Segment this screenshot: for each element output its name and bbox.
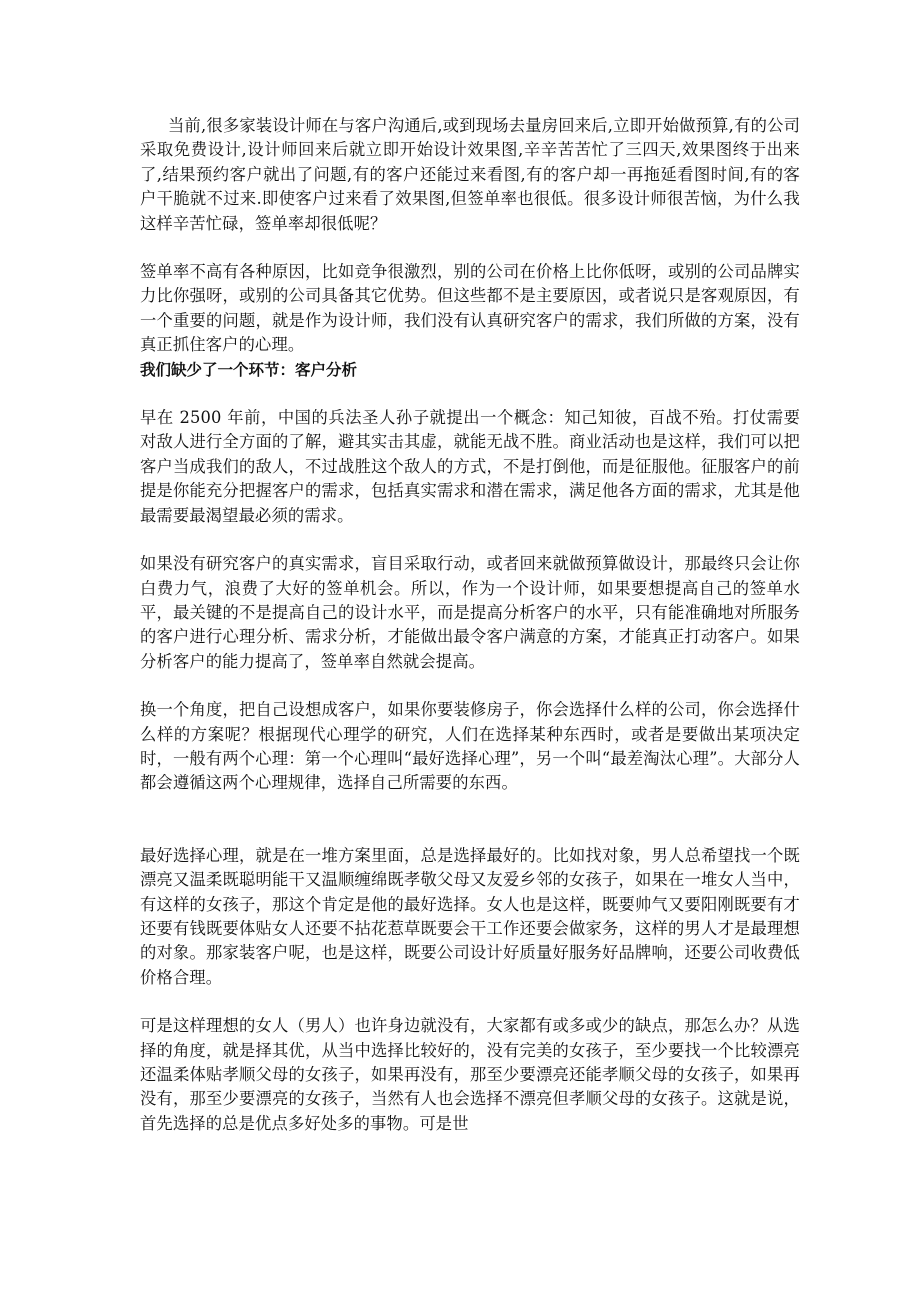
paragraph-spacer bbox=[140, 528, 800, 552]
paragraph-customer-needs: 如果没有研究客户的真实需求，盲目采取行动，或者回来就做预算做设计，那最终只会让你白费力气，浪费了大好的签单机会。所以，作为一个设计师，如果要想提高自己的签单水平，最关键的不是提高自己的设计水平，而是提高分析客户的水平，只有能准确地对所服务的客户进行心理分析、需求分析，才能做出最令客户满意的方案，才能真正打动客户。如果分析客户的能力提高了，签单率自然就会提高。 bbox=[140, 554, 800, 671]
paragraph-reasons: 签单率不高有各种原因，比如竞争很激烈，别的公司在价格上比你低呀，或别的公司品牌实力比你强呀，或别的公司具备其它优势。但这些都不是主要原因，或者说只是客观原因，有一个重要的问题，就是作为设计师，我们没有认真研究客户的需求，我们所做的方案，没有真正抓住客户的心理。 bbox=[140, 262, 800, 355]
section-heading: 我们缺少了一个环节：客户分析 bbox=[140, 360, 358, 379]
paragraph-choose-better: 可是这样理想的女人（男人）也许身边就没有，大家都有或多或少的缺点，那怎么办？从选择的角度，就是择其优，从当中选择比较好的，没有完美的女孩子，至少要找一个比较漂亮还温柔体贴孝顺父母的女孩子，如果再没有，那至少要漂亮还能孝顺父母的女孩子，如果再没有，那至少要漂亮的女孩子，当然有人也会选择不漂亮但孝顺父母的女孩子。这就是说，首先选择的总是优点多好处多的事物。可是世 bbox=[140, 1016, 800, 1133]
paragraph-sunzi: 早在 2500 年前，中国的兵法圣人孙子就提出一个概念：知己知彼，百战不殆。打仗需要对敌人进行全方面的了解，避其实击其虚，就能无战不胜。商业活动也是这样，我们可以把客户当成我们的敌人，不过战胜这个敌人的方式，不是打倒他，而是征服他。征服客户的前提是你能充分把握客户的需求，包括真实需求和潜在需求，满足他各方面的需求，尤其是他最需要最渴望最必须的需求。 bbox=[140, 408, 800, 525]
paragraph-spacer bbox=[140, 796, 800, 844]
paragraph-spacer bbox=[140, 674, 800, 698]
paragraph-spacer bbox=[140, 236, 800, 260]
paragraph-intro: 当前,很多家装设计师在与客户沟通后,或到现场去量房回来后,立即开始做预算,有的公司采取免费设计,设计师回来后就立即开始设计效果图,辛辛苦苦忙了三四天,效果图终于出来了,结果预约客户就出了问题,有的客户还能过来看图,有的客户却一再拖延看图时间,有的客户干脆就不过来.即使客户过来看了效果图,但签单率也很低。很多设计师很苦恼，为什么我这样辛苦忙碌，签单率却很低呢？ bbox=[140, 116, 800, 233]
paragraph-best-choice: 最好选择心理，就是在一堆方案里面，总是选择最好的。比如找对象，男人总希望找一个既漂亮又温柔既聪明能干又温顺缠绵既孝敬父母又友爱乡邻的女孩子，如果在一堆女人当中，有这样的女孩子，那这个肯定是他的最好选择。女人也是这样，既要帅气又要阳刚既要有才还要有钱既要体贴女人还要不拈花惹草既要会干工作还要会做家务，这样的男人才是最理想的对象。那家装客户呢，也是这样，既要公司设计好质量好服务好品牌响，还要公司收费低价格合理。 bbox=[140, 845, 800, 987]
paragraph-spacer bbox=[140, 990, 800, 1014]
paragraph-spacer bbox=[140, 382, 800, 406]
document-body bbox=[140, 114, 800, 1136]
paragraph-two-psychologies: 换一个角度，把自己设想成客户，如果你要装修房子，你会选择什么样的公司，你会选择什么样的方案呢？根据现代心理学的研究，人们在选择某种东西时，或者是要做出某项决定时，一般有两个心理：第一个心理叫“最好选择心理”，另一个叫“最差淘汰心理”。大部分人都会遵循这两个心理规律，选择自己所需要的东西。 bbox=[140, 700, 800, 793]
